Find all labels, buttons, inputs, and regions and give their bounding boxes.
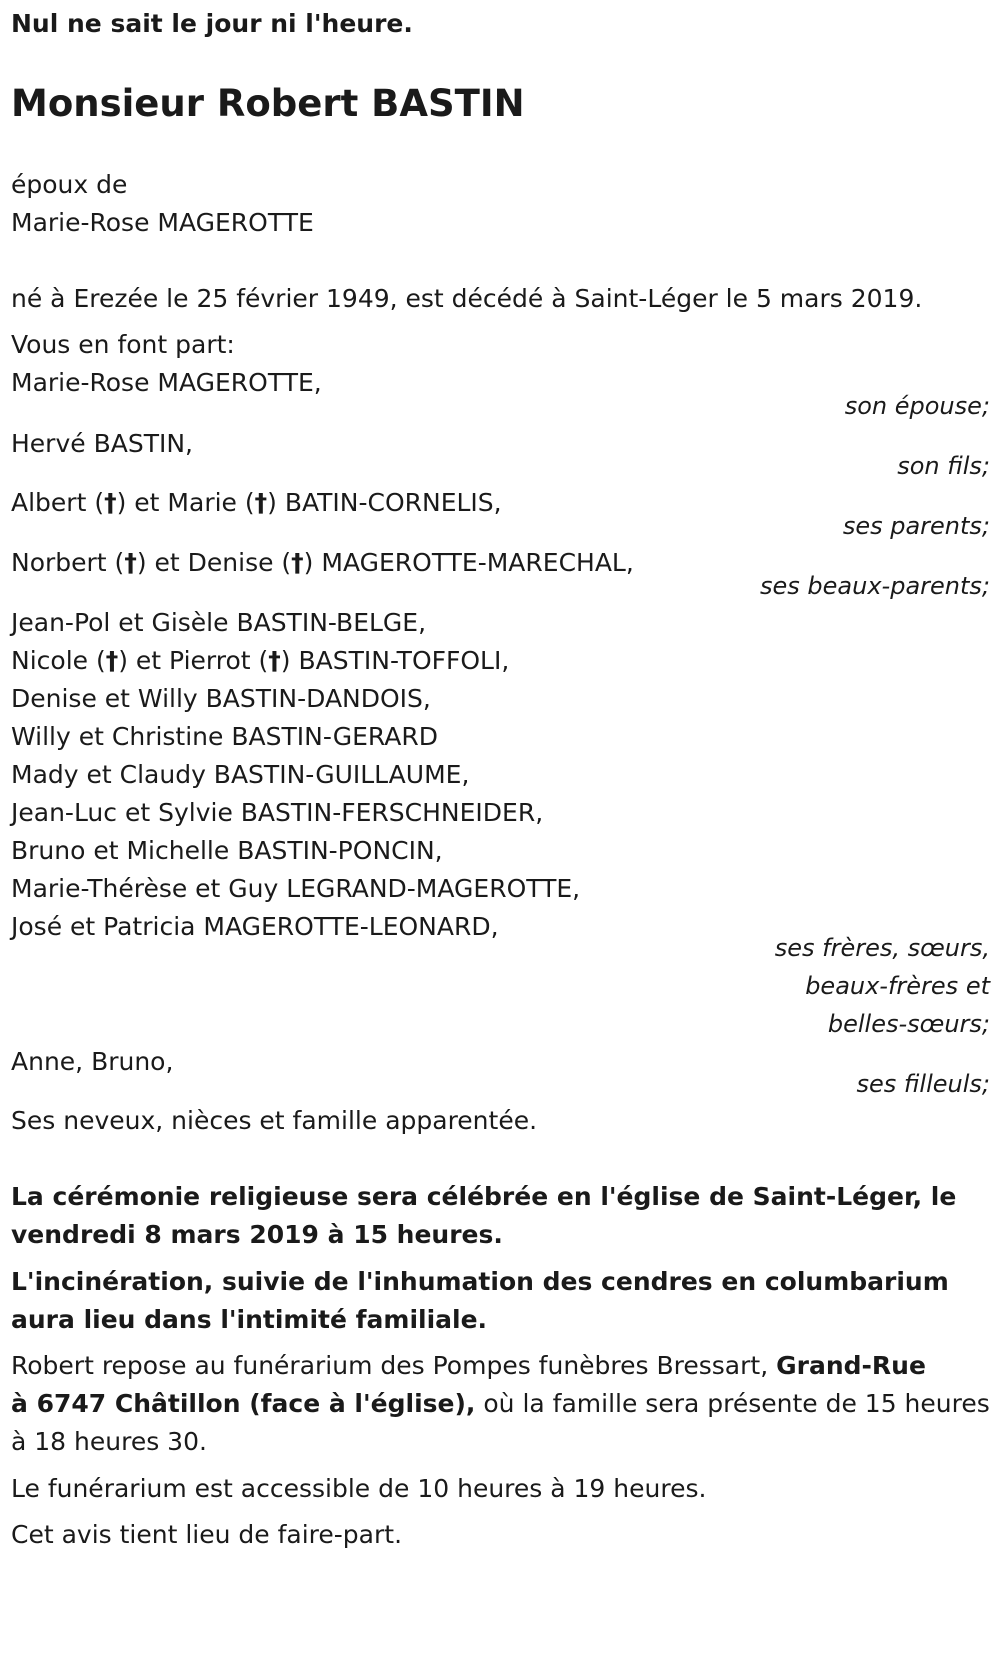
cremation-line: aura lieu dans l'intimité familiale. — [11, 1305, 488, 1334]
funeral-home-address: Grand-Rue — [776, 1351, 926, 1380]
sibling-text-3: ) BASTIN-TOFFOLI, — [280, 646, 510, 675]
extended-family: Ses neveux, nièces et famille apparentée. — [11, 1106, 538, 1135]
wife-role: son épouse; — [844, 392, 990, 420]
godchildren-role: ses filleuls; — [856, 1070, 990, 1098]
sibling-line: Willy et Christine BASTIN-GERARD — [11, 722, 439, 751]
announcers-intro: Vous en font part: — [11, 330, 235, 359]
spouse-name: Marie-Rose MAGEROTTE — [11, 208, 314, 237]
sibling-text-1: Nicole ( — [11, 646, 106, 675]
funeral-home-text: où la famille sera présente de 15 heures — [475, 1389, 990, 1418]
deceased-name: Monsieur Robert BASTIN — [11, 82, 525, 125]
cross-icon: † — [268, 646, 281, 675]
son-name: Hervé BASTIN, — [11, 429, 193, 458]
wife-name: Marie-Rose MAGEROTTE, — [11, 368, 322, 397]
sibling-text-2: ) et Pierrot ( — [118, 646, 269, 675]
funeral-home-line: à 18 heures 30. — [11, 1427, 207, 1456]
parents-text-2: ) et Marie ( — [116, 488, 255, 517]
funeral-home-text: Robert repose au funérarium des Pompes funèbres Bressart, — [11, 1351, 777, 1380]
sibling-line: Denise et Willy BASTIN-DANDOIS, — [11, 684, 431, 713]
in-laws-line — [11, 548, 634, 577]
spouse-intro: époux de — [11, 170, 128, 199]
sibling-line: Jean-Pol et Gisèle BASTIN-BELGE, — [11, 608, 427, 637]
siblings-role-line: beaux-frères et — [805, 972, 990, 1000]
parents-text-1: Albert ( — [11, 488, 105, 517]
access-hours: Le funérarium est accessible de 10 heures à 19 heures. — [11, 1474, 707, 1503]
cross-icon: † — [124, 548, 137, 577]
ceremony-line: vendredi 8 mars 2019 à 15 heures. — [11, 1220, 503, 1249]
parents-text-3: ) BATIN-CORNELIS, — [267, 488, 502, 517]
son-role: son fils; — [897, 452, 990, 480]
closing-note: Cet avis tient lieu de faire-part. — [11, 1520, 403, 1549]
in-laws-role: ses beaux-parents; — [760, 572, 990, 600]
in-laws-text-3: ) MAGEROTTE-MARECHAL, — [303, 548, 634, 577]
in-laws-text-2: ) et Denise ( — [136, 548, 292, 577]
siblings-role-line: ses frères, sœurs, — [774, 934, 990, 962]
funeral-home-line — [11, 1389, 990, 1418]
sibling-line — [11, 646, 509, 675]
ceremony-line: La cérémonie religieuse sera célébrée en l'église de Saint-Léger, le — [11, 1182, 957, 1211]
sibling-line: José et Patricia MAGEROTTE-LEONARD, — [11, 912, 499, 941]
sibling-line: Marie-Thérèse et Guy LEGRAND-MAGEROTTE, — [11, 874, 581, 903]
parents-line — [11, 488, 502, 517]
sibling-line: Mady et Claudy BASTIN-GUILLAUME, — [11, 760, 470, 789]
siblings-role-line: belles-sœurs; — [827, 1010, 990, 1038]
funeral-home-line — [11, 1351, 926, 1380]
cross-icon: † — [291, 548, 304, 577]
funeral-home-address: à 6747 Châtillon (face à l'église), — [11, 1389, 476, 1418]
sibling-line: Bruno et Michelle BASTIN-PONCIN, — [11, 836, 443, 865]
cremation-line: L'incinération, suivie de l'inhumation des cendres en columbarium — [11, 1267, 949, 1296]
parents-role: ses parents; — [842, 512, 990, 540]
cross-icon: † — [105, 646, 119, 675]
in-laws-text-1: Norbert ( — [11, 548, 125, 577]
birth-death-line: né à Erezée le 25 février 1949, est décédé à Saint-Léger le 5 mars 2019. — [11, 284, 923, 313]
motto: Nul ne sait le jour ni l'heure. — [11, 9, 413, 38]
cross-icon: † — [254, 488, 268, 517]
sibling-line: Jean-Luc et Sylvie BASTIN-FERSCHNEIDER, — [11, 798, 544, 827]
godchildren-name: Anne, Bruno, — [11, 1047, 174, 1076]
cross-icon: † — [104, 488, 117, 517]
